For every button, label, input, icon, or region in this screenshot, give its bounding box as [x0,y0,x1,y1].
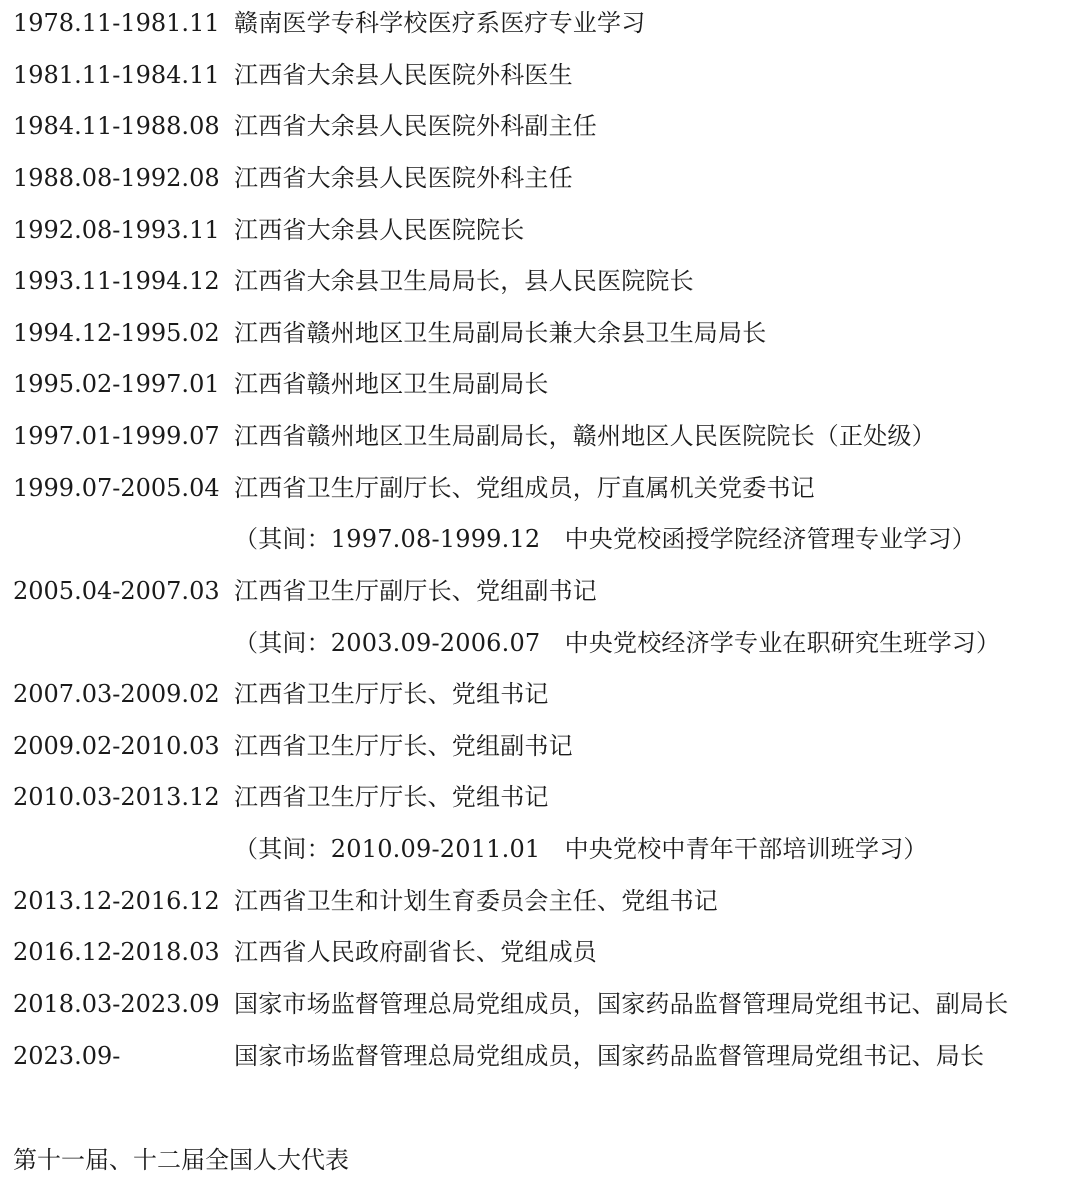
period: 2010.03-2013.12 [13,783,220,811]
position: 江西省赣州地区卫生局副局长 [234,370,549,398]
resume-note-row [0,519,1080,559]
position: 江西省卫生厅厅长、党组书记 [234,680,549,708]
resume-row [0,932,1080,972]
period: 1999.07-2005.04 [13,474,220,502]
resume-note-row [0,829,1080,869]
period: 2013.12-2016.12 [13,887,220,915]
position: 国家市场监督管理总局党组成员，国家药品监督管理局党组书记、副局长 [234,990,1009,1018]
resume-row [0,881,1080,921]
period: 1995.02-1997.01 [13,370,220,398]
resume-note-row [0,623,1080,663]
resume-row [0,158,1080,198]
period: 2018.03-2023.09 [13,990,220,1018]
resume-row [0,3,1080,43]
position: 江西省大余县人民医院外科副主任 [234,112,597,140]
resume-row [0,313,1080,353]
resume-row [0,571,1080,611]
period: 1994.12-1995.02 [13,319,220,347]
npc-deputy-note: 第十一届、十二届全国人大代表 [13,1146,349,1174]
position: 江西省大余县卫生局局长，县人民医院院长 [234,267,694,295]
position: 江西省卫生厅副厅长、党组成员，厅直属机关党委书记 [234,474,815,502]
period: 1978.11-1981.11 [13,9,220,37]
resume-row [0,210,1080,250]
resume-row [0,726,1080,766]
resume-row [0,674,1080,714]
period: 2023.09- [13,1042,121,1070]
period: 1992.08-1993.11 [13,216,220,244]
period: 1997.01-1999.07 [13,422,220,450]
resume-row [0,55,1080,95]
study-note: （其间：2010.09-2011.01 中央党校中青年干部培训班学习） [234,835,928,863]
position: 江西省大余县人民医院院长 [234,216,525,244]
study-note: （其间：2003.09-2006.07 中央党校经济学专业在职研究生班学习） [234,629,1001,657]
period: 2005.04-2007.03 [13,577,220,605]
position: 江西省大余县人民医院外科主任 [234,164,573,192]
position: 江西省卫生厅副厅长、党组副书记 [234,577,597,605]
period: 1981.11-1984.11 [13,61,220,89]
resume-row [0,1036,1080,1076]
position: 江西省赣州地区卫生局副局长，赣州地区人民医院院长（正处级） [234,422,936,450]
resume-row [0,777,1080,817]
position: 赣南医学专科学校医疗系医疗专业学习 [234,9,646,37]
period: 2009.02-2010.03 [13,732,220,760]
period: 2016.12-2018.03 [13,938,220,966]
position: 江西省卫生厅厅长、党组副书记 [234,732,573,760]
position: 江西省赣州地区卫生局副局长兼大余县卫生局局长 [234,319,767,347]
resume-row [0,106,1080,146]
position: 国家市场监督管理总局党组成员，国家药品监督管理局党组书记、局长 [234,1042,985,1070]
period: 2007.03-2009.02 [13,680,220,708]
period: 1988.08-1992.08 [13,164,220,192]
period: 1984.11-1988.08 [13,112,220,140]
position: 江西省大余县人民医院外科医生 [234,61,573,89]
resume-row [0,468,1080,508]
period: 1993.11-1994.12 [13,267,220,295]
position: 江西省人民政府副省长、党组成员 [234,938,597,966]
position: 江西省卫生和计划生育委员会主任、党组书记 [234,887,718,915]
study-note: （其间：1997.08-1999.12 中央党校函授学院经济管理专业学习） [234,525,976,553]
resume-row [0,261,1080,301]
position: 江西省卫生厅厅长、党组书记 [234,783,549,811]
resume-row [0,416,1080,456]
resume-row [0,364,1080,404]
resume-row [0,984,1080,1024]
